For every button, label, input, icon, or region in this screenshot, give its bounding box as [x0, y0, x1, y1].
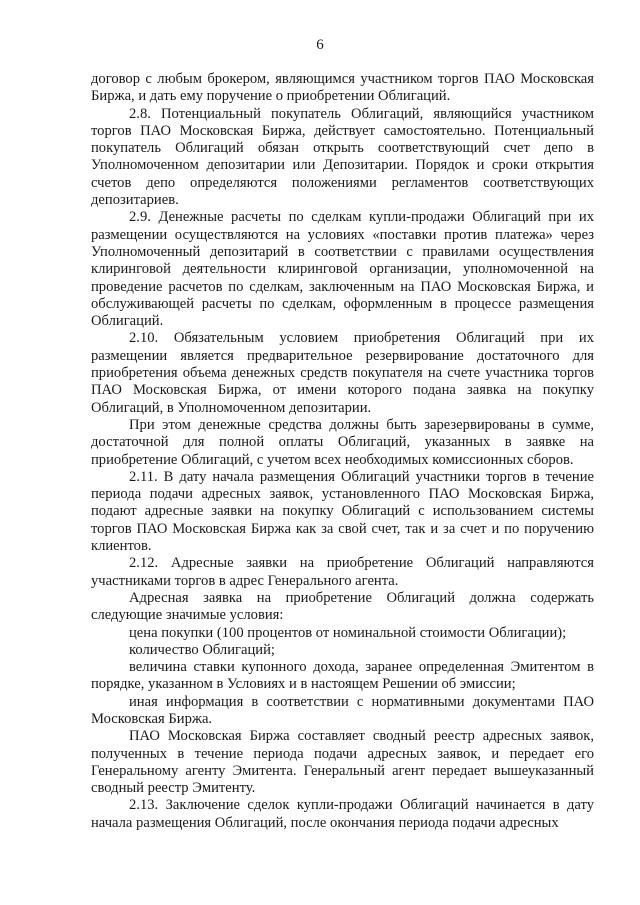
- document-body: [91, 71, 594, 832]
- paragraph-continuation: договор с любым брокером, являющимся участником торгов ПАО Московская Биржа, и дать ему поручение о приобретении Облигаций.: [91, 71, 594, 105]
- paragraph-2-11: 2.11. В дату начала размещения Облигаций участники торгов в течение периода подачи адресных заявок, установленного ПАО Московская Биржа, подают адресные заявки на покупку Облигаций с использованием системы торгов ПАО Московская Биржа как за свой счет, так и за счет и по поручению клиентов.: [91, 468, 594, 555]
- paragraph-2-9: 2.9. Денежные расчеты по сделкам купли-продажи Облигаций при их размещении осуществляются на условиях «поставки против платежа» через Уполномоченный депозитарий в соответствии с правилами осуществления клиринговой деятельности клиринговой организации, уполномоченной на проведение расчетов по сделкам, заключенным на ПАО Московская Биржа, и обслуживающей расчеты по сделкам, оформленным в процессе размещения Облигаций.: [91, 209, 594, 330]
- paragraph-order-conditions: Адресная заявка на приобретение Облигаций должна содержать следующие значимые условия:: [91, 589, 594, 624]
- list-item-coupon-rate: величина ставки купонного дохода, заранее определенная Эмитентом в порядке, указанном в Условиях и в настоящем Решении об эмиссии;: [91, 659, 594, 693]
- paragraph-2-13: 2.13. Заключение сделок купли-продажи Облигаций начинается в дату начала размещения Облигаций, после окончания периода подачи адресных: [91, 797, 594, 831]
- page-number: 6: [316, 37, 324, 53]
- paragraph-funds-reserved: При этом денежные средства должны быть зарезервированы в сумме, достаточной для полной оплаты Облигаций, указанных в заявке на приобретение Облигаций, с учетом всех необходимых комиссионных сборов.: [91, 416, 594, 468]
- list-item-price: цена покупки (100 процентов от номинальной стоимости Облигации);: [129, 624, 567, 641]
- paragraph-2-12: 2.12. Адресные заявки на приобретение Облигаций направляются участниками торгов в адрес Генерального агента.: [91, 555, 594, 589]
- paragraph-2-10: 2.10. Обязательным условием приобретения Облигаций при их размещении является предварительное резервирование достаточного для приобретения объема денежных средств покупателя на счете участника торгов ПАО Московская Биржа, от имени которого подана заявка на покупку Облигаций, в Уполномоченном депозитарии.: [91, 330, 594, 416]
- paragraph-summary-register: ПАО Московская Биржа составляет сводный реестр адресных заявок, полученных в течение периода подачи адресных заявок, и передает его Генеральному агенту Эмитента. Генеральный агент передает вышеуказанный сводный реестр Эмитенту.: [91, 728, 594, 797]
- paragraph-2-8: 2.8. Потенциальный покупатель Облигаций, являющийся участником торгов ПАО Московская Биржа, действует самостоятельно. Потенциальный покупатель Облигаций обязан открыть соответствующий счет депо в Уполномоченном депозитарии или Депозитарии. Порядок и сроки открытия счетов депо определяются положениями регламентов соответствующих депозитариев.: [91, 105, 594, 209]
- list-item-quantity: количество Облигаций;: [129, 641, 275, 658]
- list-item-other-info: иная информация в соответствии с нормативными документами ПАО Московская Биржа.: [91, 693, 594, 727]
